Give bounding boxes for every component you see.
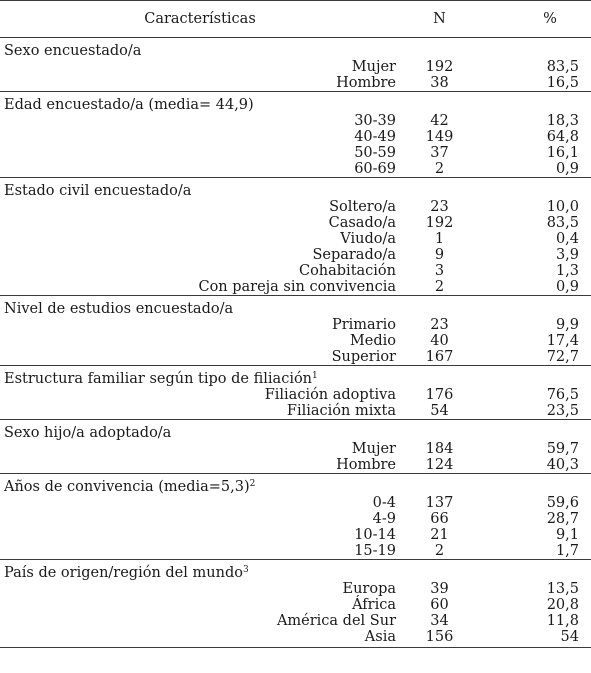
row-count: 167 <box>425 349 454 365</box>
row-label: 60-69 <box>354 161 396 177</box>
section-header <box>0 38 591 60</box>
table-row <box>0 247 591 263</box>
row-count: 40 <box>430 333 449 349</box>
row-percent: 59,6 <box>546 495 579 511</box>
row-percent: 11,8 <box>546 613 579 629</box>
footnote-marker: 1 <box>312 371 318 381</box>
table-row <box>0 349 591 366</box>
row-label: 15-19 <box>354 543 396 559</box>
table-row <box>0 279 591 296</box>
row-percent: 64,8 <box>546 129 579 145</box>
section-title-cell <box>0 296 591 318</box>
section-title-cell <box>0 560 591 582</box>
row-label: Hombre <box>336 75 396 91</box>
table-header <box>0 1 591 38</box>
row-count: 149 <box>425 129 454 145</box>
row-label: Casado/a <box>328 215 396 231</box>
table-row <box>0 629 591 648</box>
row-count: 192 <box>425 59 454 75</box>
row-percent: 28,7 <box>546 511 579 527</box>
row-count: 2 <box>434 161 445 177</box>
row-count: 37 <box>430 145 449 161</box>
section-title: Estructura familiar según tipo de filiación <box>4 371 313 387</box>
row-label: Filiación adoptiva <box>264 387 396 403</box>
section-title-cell <box>0 178 591 200</box>
table-row <box>0 581 591 597</box>
row-count: 3 <box>434 263 445 279</box>
section-title: Sexo hijo/a adoptado/a <box>4 425 172 441</box>
row-percent: 83,5 <box>546 215 579 231</box>
row-label: Primario <box>331 317 396 333</box>
section-header <box>0 178 591 200</box>
table-row <box>0 527 591 543</box>
row-count: 137 <box>425 495 454 511</box>
row-label: África <box>352 597 396 613</box>
table-row <box>0 457 591 474</box>
section-header <box>0 474 591 496</box>
section-title: Años de convivencia (media=5,3) <box>4 479 250 495</box>
table-row <box>0 145 591 161</box>
row-label: Medio <box>349 333 396 349</box>
row-percent: 1,3 <box>555 263 579 279</box>
row-count: 192 <box>425 215 454 231</box>
section-title-cell <box>0 420 591 442</box>
row-count: 124 <box>425 457 454 473</box>
table-row <box>0 317 591 333</box>
row-label: 4-9 <box>372 511 396 527</box>
row-percent: 0,4 <box>555 231 579 247</box>
table-row <box>0 495 591 511</box>
row-label: Europa <box>342 581 396 597</box>
table-row <box>0 199 591 215</box>
row-percent: 16,5 <box>546 75 579 91</box>
row-percent: 72,7 <box>546 349 579 365</box>
section-title: Sexo encuestado/a <box>4 43 142 59</box>
row-percent: 3,9 <box>555 247 579 263</box>
row-count: 176 <box>425 387 454 403</box>
row-label: Hombre <box>336 457 396 473</box>
row-percent: 20,8 <box>546 597 579 613</box>
section-title: Estado civil encuestado/a <box>4 183 192 199</box>
row-percent: 23,5 <box>546 403 579 419</box>
row-count: 184 <box>425 441 454 457</box>
row-percent: 0,9 <box>555 161 579 177</box>
row-label: Con pareja sin convivencia <box>198 279 396 295</box>
row-percent: 83,5 <box>546 59 579 75</box>
row-percent: 0,9 <box>555 279 579 295</box>
row-label: 50-59 <box>354 145 396 161</box>
row-label: 30-39 <box>354 113 396 129</box>
row-percent: 40,3 <box>546 457 579 473</box>
row-count: 23 <box>430 199 449 215</box>
row-count: 9 <box>434 247 445 263</box>
row-count: 66 <box>430 511 449 527</box>
row-count: 21 <box>430 527 449 543</box>
row-label: Separado/a <box>312 247 396 263</box>
row-percent: 16,1 <box>546 145 579 161</box>
row-label: Filiación mixta <box>286 403 396 419</box>
row-percent: 9,9 <box>555 317 579 333</box>
row-percent: 10,0 <box>546 199 579 215</box>
table-row <box>0 263 591 279</box>
row-label: Soltero/a <box>329 199 396 215</box>
section-title: País de origen/región del mundo <box>4 565 243 581</box>
row-percent: 76,5 <box>546 387 579 403</box>
table-row <box>0 161 591 178</box>
row-count: 60 <box>430 597 449 613</box>
row-count: 2 <box>434 543 445 559</box>
row-percent: 17,4 <box>546 333 579 349</box>
table-row <box>0 387 591 403</box>
section-title-cell <box>0 366 591 388</box>
row-label: Mujer <box>351 59 396 75</box>
table-row <box>0 597 591 613</box>
table-row <box>0 231 591 247</box>
row-label: 0-4 <box>372 495 396 511</box>
table-row <box>0 441 591 457</box>
row-count: 1 <box>434 231 445 247</box>
section-title: Nivel de estudios encuestado/a <box>4 301 234 317</box>
row-percent: 18,3 <box>546 113 579 129</box>
section-header <box>0 366 591 388</box>
row-count: 42 <box>430 113 449 129</box>
table-row <box>0 613 591 629</box>
table-row <box>0 129 591 145</box>
row-label: 40-49 <box>354 129 396 145</box>
row-label: Cohabitación <box>298 263 396 279</box>
row-count: 156 <box>400 629 517 648</box>
header-characteristics: Características <box>0 1 400 38</box>
section-title-cell <box>0 38 591 60</box>
table-row <box>0 59 591 75</box>
row-label: América del Sur <box>276 613 396 629</box>
section-title-cell <box>0 92 591 114</box>
row-percent: 9,1 <box>555 527 579 543</box>
header-n: N <box>400 1 517 38</box>
table-row <box>0 543 591 560</box>
header-percent: % <box>517 1 591 38</box>
row-percent: 13,5 <box>546 581 579 597</box>
table-row <box>0 511 591 527</box>
row-count: 38 <box>430 75 449 91</box>
row-label: 10-14 <box>354 527 396 543</box>
section-header <box>0 296 591 318</box>
section-header <box>0 92 591 114</box>
section-header <box>0 420 591 442</box>
section-header <box>0 560 591 582</box>
row-count: 54 <box>430 403 449 419</box>
row-percent: 54 <box>517 629 591 648</box>
footnote-marker: 2 <box>249 479 256 489</box>
section-title-cell <box>0 474 591 496</box>
row-label: Asia <box>0 629 400 648</box>
row-percent: 1,7 <box>555 543 579 559</box>
section-title: Edad encuestado/a (media= 44,9) <box>4 97 254 113</box>
footnote-marker: 3 <box>242 565 249 575</box>
table-body <box>0 38 591 648</box>
row-percent: 59,7 <box>546 441 579 457</box>
table-row <box>0 75 591 92</box>
table-row <box>0 113 591 129</box>
row-count: 39 <box>430 581 449 597</box>
row-label: Superior <box>331 349 396 365</box>
table-row <box>0 403 591 420</box>
row-label: Mujer <box>351 441 396 457</box>
row-count: 23 <box>430 317 449 333</box>
table-row <box>0 333 591 349</box>
row-count: 2 <box>434 279 445 295</box>
row-count: 34 <box>430 613 449 629</box>
table-row <box>0 215 591 231</box>
row-label: Viudo/a <box>340 231 396 247</box>
